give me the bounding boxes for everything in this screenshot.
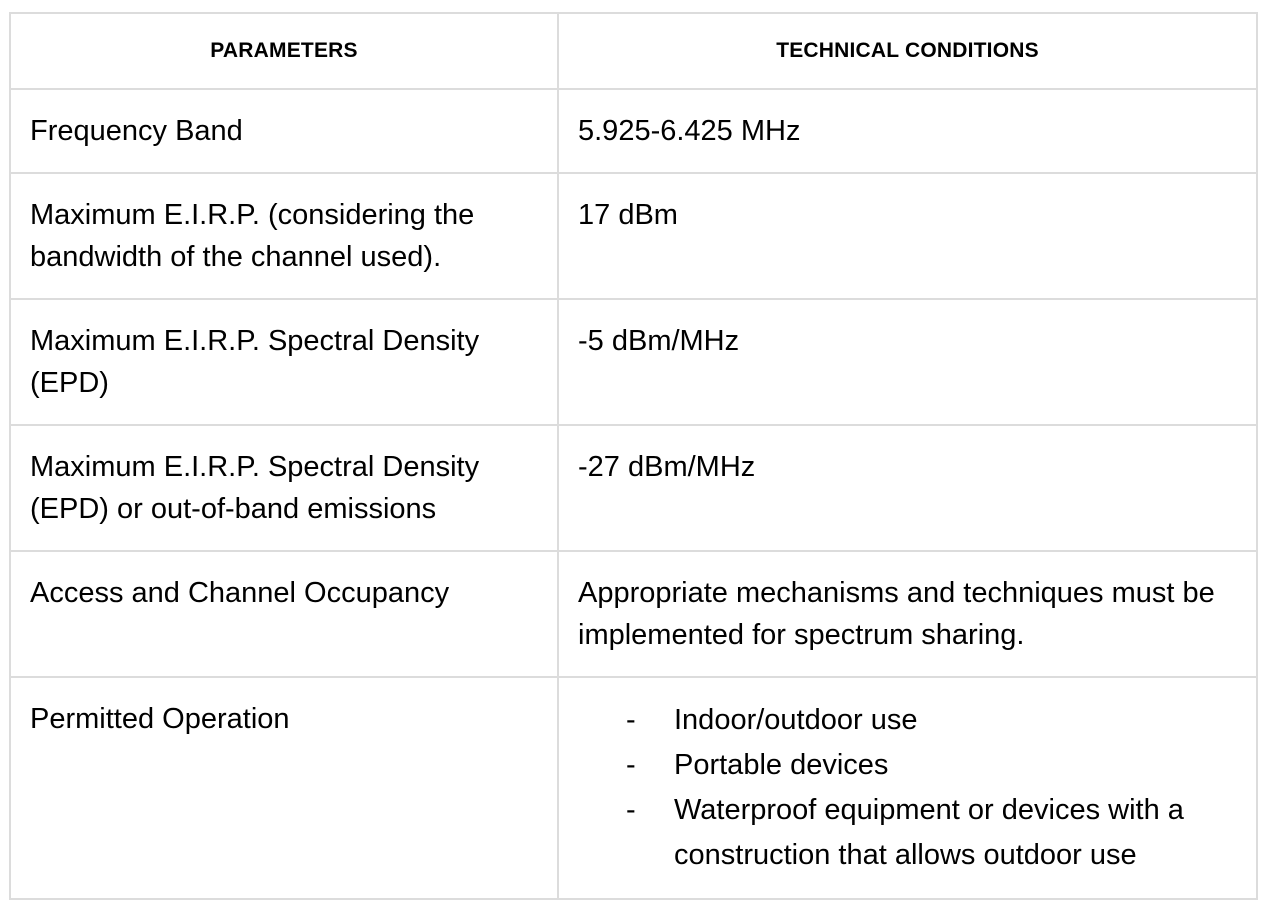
parameter-cell: Permitted Operation (10, 677, 558, 899)
permitted-operation-list (578, 698, 1238, 878)
list-item-text: Portable devices (674, 749, 889, 781)
list-item (578, 698, 1238, 743)
condition-cell: 17 dBm (558, 173, 1257, 299)
parameter-cell: Access and Channel Occupancy (10, 551, 558, 677)
header-technical-conditions: TECHNICAL CONDITIONS (558, 13, 1257, 89)
condition-cell: -5 dBm/MHz (558, 299, 1257, 425)
table-row (10, 89, 1257, 173)
document-table-container (9, 12, 1258, 900)
dash-bullet: - (626, 704, 636, 736)
table-row (10, 551, 1257, 677)
table-row (10, 677, 1257, 899)
parameter-cell: Maximum E.I.R.P. Spectral Density (EPD) or out-of-band emissions (10, 425, 558, 551)
parameter-cell: Maximum E.I.R.P. Spectral Density (EPD) (10, 299, 558, 425)
technical-conditions-table (9, 12, 1258, 900)
parameter-cell: Maximum E.I.R.P. (considering the bandwidth of the channel used). (10, 173, 558, 299)
list-item (578, 743, 1238, 788)
dash-bullet: - (626, 794, 636, 826)
list-item-text: Indoor/outdoor use (674, 704, 918, 736)
condition-cell: Appropriate mechanisms and techniques must be implemented for spectrum sharing. (558, 551, 1257, 677)
parameter-cell: Frequency Band (10, 89, 558, 173)
table-row (10, 299, 1257, 425)
table-row (10, 425, 1257, 551)
table-row (10, 173, 1257, 299)
condition-cell: -27 dBm/MHz (558, 425, 1257, 551)
list-item-text: Waterproof equipment or devices with a construction that allows outdoor use (674, 794, 1184, 871)
condition-cell: 5.925-6.425 MHz (558, 89, 1257, 173)
list-item (578, 788, 1238, 878)
dash-bullet: - (626, 749, 636, 781)
condition-cell (558, 677, 1257, 899)
table-header-row (10, 13, 1257, 89)
header-parameters: PARAMETERS (10, 13, 558, 89)
